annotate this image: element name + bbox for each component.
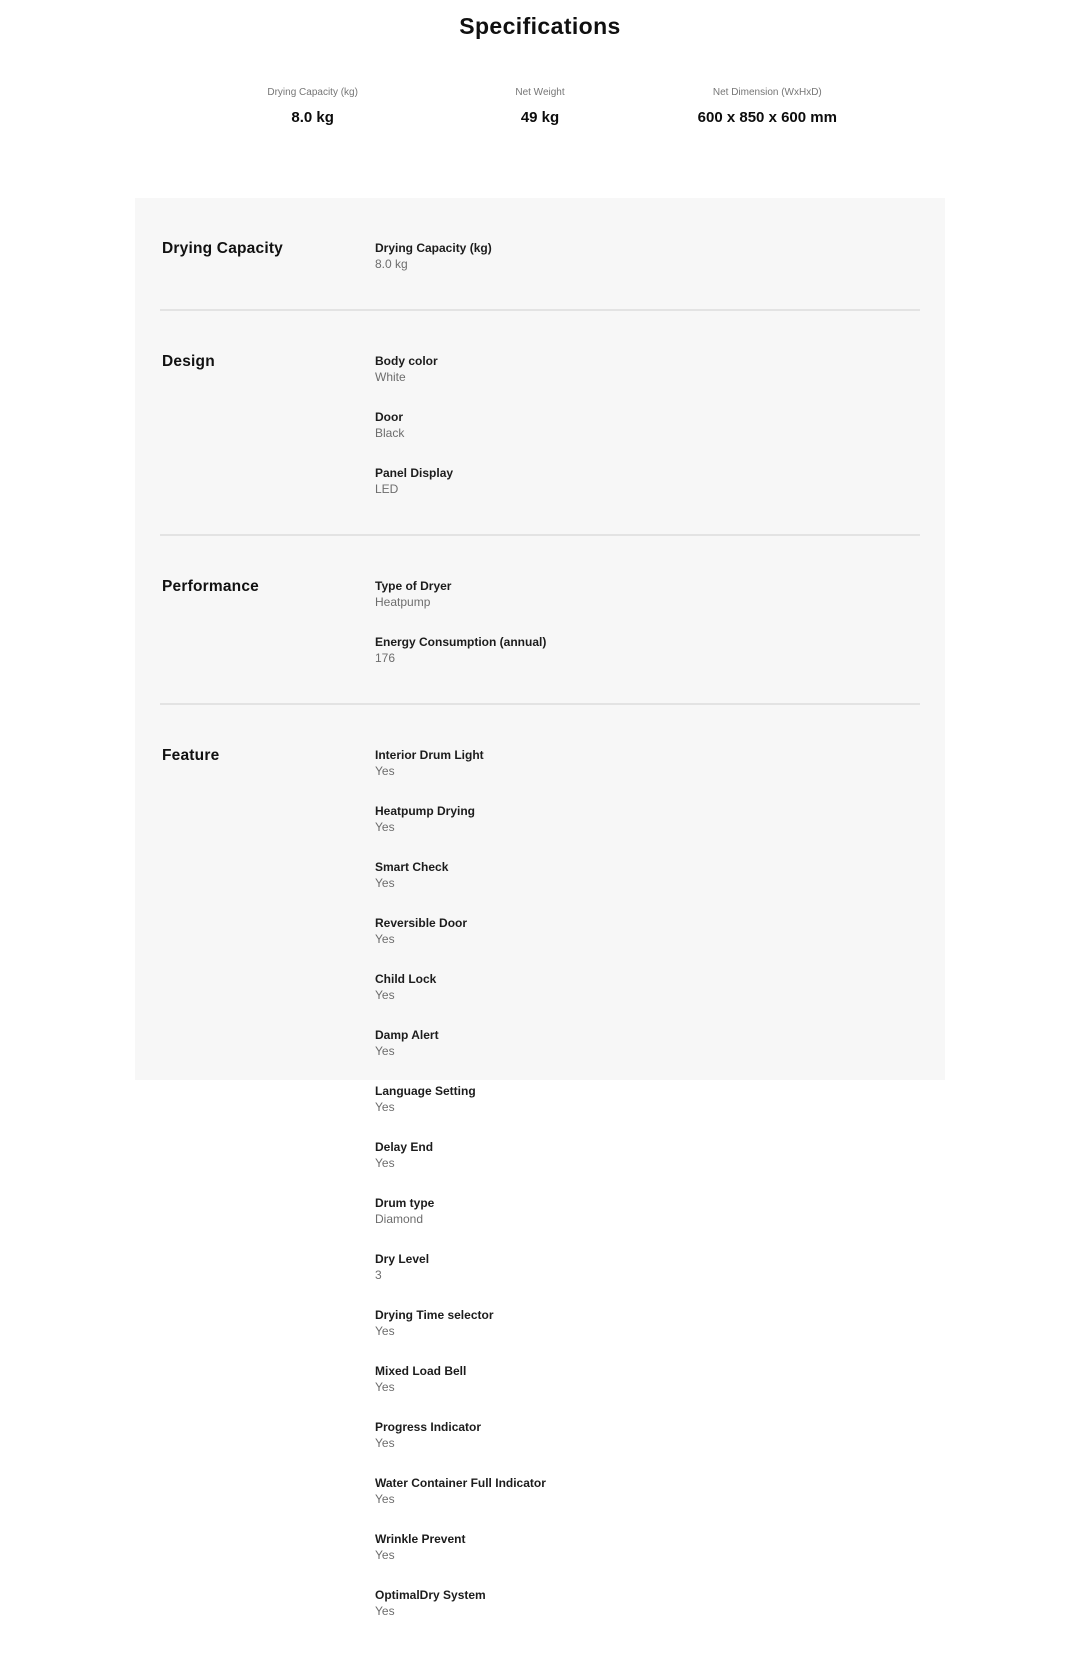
- key-spec-label: Net Dimension (WxHxD): [712, 87, 822, 98]
- spec-item-label: Drum type: [375, 1196, 435, 1210]
- spec-item-progress-indicator: [375, 1419, 655, 1451]
- spec-detail-panel: [135, 198, 945, 1618]
- spec-item-label: Energy Consumption (annual): [375, 635, 547, 649]
- key-spec-net-weight: [426, 87, 653, 127]
- spec-item-label: Heatpump Drying: [375, 804, 476, 818]
- spec-item-damp-alert: [375, 1027, 655, 1059]
- spec-item-value: White: [375, 370, 406, 384]
- key-spec-value: 49 kg: [520, 109, 560, 126]
- spec-item-panel-display: [375, 465, 655, 497]
- spec-item-label: Body color: [375, 354, 438, 368]
- spec-item-label: Drying Time selector: [375, 1308, 494, 1322]
- spec-item-label: Delay End: [375, 1140, 434, 1154]
- spec-item-value: LED: [375, 482, 399, 496]
- spec-section-design: [160, 311, 920, 536]
- spec-item-label: Language Setting: [375, 1084, 476, 1098]
- spec-item-interior-drum-light: [375, 747, 655, 779]
- key-spec-label: Net Weight: [515, 87, 565, 98]
- spec-item-drying-capacity-kg: [375, 240, 655, 272]
- spec-item-value: Yes: [375, 1156, 395, 1170]
- section-items: [375, 353, 920, 521]
- spec-section-feature: [160, 705, 920, 1656]
- spec-item-value: Yes: [375, 1044, 395, 1058]
- key-spec-value: 600 x 850 x 600 mm: [697, 109, 837, 126]
- spec-item-label: Water Container Full Indicator: [375, 1476, 546, 1490]
- spec-item-reversible-door: [375, 915, 655, 947]
- spec-item-value: Yes: [375, 988, 395, 1002]
- key-spec-drying-capacity-kg: [199, 87, 426, 127]
- spec-item-label: Wrinkle Prevent: [375, 1532, 466, 1546]
- spec-item-drum-type: [375, 1195, 655, 1227]
- spec-item-value: Yes: [375, 1548, 395, 1562]
- spec-item-label: Mixed Load Bell: [375, 1364, 467, 1378]
- spec-item-value: Black: [375, 426, 405, 440]
- section-title-design: Design: [162, 353, 215, 370]
- spec-item-smart-check: [375, 859, 655, 891]
- spec-item-value: Heatpump: [375, 595, 431, 609]
- spec-item-value: Yes: [375, 1492, 395, 1506]
- spec-item-optimaldry-system: [375, 1587, 655, 1619]
- spec-item-mixed-load-bell: [375, 1363, 655, 1395]
- section-title-feature: Feature: [162, 747, 220, 764]
- spec-item-label: Child Lock: [375, 972, 437, 986]
- spec-item-label: Smart Check: [375, 860, 449, 874]
- spec-item-value: Yes: [375, 876, 395, 890]
- section-items: [375, 578, 920, 690]
- key-spec-net-dimension-wxhxd: [654, 87, 881, 127]
- spec-item-value: Yes: [375, 820, 395, 834]
- key-specs-row: [199, 87, 881, 127]
- spec-item-label: Panel Display: [375, 466, 454, 480]
- section-title-performance: Performance: [162, 578, 259, 595]
- spec-item-value: Yes: [375, 1436, 395, 1450]
- section-items: [375, 240, 920, 296]
- spec-item-heatpump-drying: [375, 803, 655, 835]
- spec-item-label: Progress Indicator: [375, 1420, 482, 1434]
- spec-item-label: Damp Alert: [375, 1028, 439, 1042]
- spec-item-value: Yes: [375, 1324, 395, 1338]
- page-title: Specifications: [459, 13, 621, 39]
- spec-item-value: Diamond: [375, 1212, 424, 1226]
- spec-item-type-of-dryer: [375, 578, 655, 610]
- spec-item-value: Yes: [375, 932, 395, 946]
- spec-item-energy-consumption-annual: [375, 634, 655, 666]
- spec-item-wrinkle-prevent: [375, 1531, 655, 1563]
- spec-item-label: Dry Level: [375, 1252, 430, 1266]
- spec-item-label: Reversible Door: [375, 916, 468, 930]
- section-title-drying-capacity: Drying Capacity: [162, 240, 284, 257]
- spec-item-value: 176: [375, 651, 396, 665]
- spec-item-body-color: [375, 353, 655, 385]
- spec-item-value: Yes: [375, 1604, 395, 1618]
- key-spec-value: 8.0 kg: [291, 109, 334, 126]
- spec-item-label: OptimalDry System: [375, 1588, 486, 1602]
- spec-item-child-lock: [375, 971, 655, 1003]
- spec-item-drying-time-selector: [375, 1307, 655, 1339]
- spec-item-value: Yes: [375, 1100, 395, 1114]
- spec-item-dry-level: [375, 1251, 655, 1283]
- spec-item-door: [375, 409, 655, 441]
- spec-item-value: Yes: [375, 764, 395, 778]
- spec-item-label: Drying Capacity (kg): [375, 241, 492, 255]
- spec-item-water-container-full-indicator: [375, 1475, 655, 1507]
- spec-item-label: Interior Drum Light: [375, 748, 484, 762]
- spec-item-value: 3: [375, 1268, 382, 1282]
- spec-section-performance: [160, 536, 920, 705]
- spec-item-label: Type of Dryer: [375, 579, 452, 593]
- spec-item-delay-end: [375, 1139, 655, 1171]
- key-spec-label: Drying Capacity (kg): [267, 87, 358, 98]
- spec-item-value: 8.0 kg: [375, 257, 408, 271]
- spec-section-drying-capacity: [160, 198, 920, 311]
- spec-item-value: Yes: [375, 1380, 395, 1394]
- spec-item-label: Door: [375, 410, 403, 424]
- section-items: [375, 747, 920, 1643]
- spec-item-language-setting: [375, 1083, 655, 1115]
